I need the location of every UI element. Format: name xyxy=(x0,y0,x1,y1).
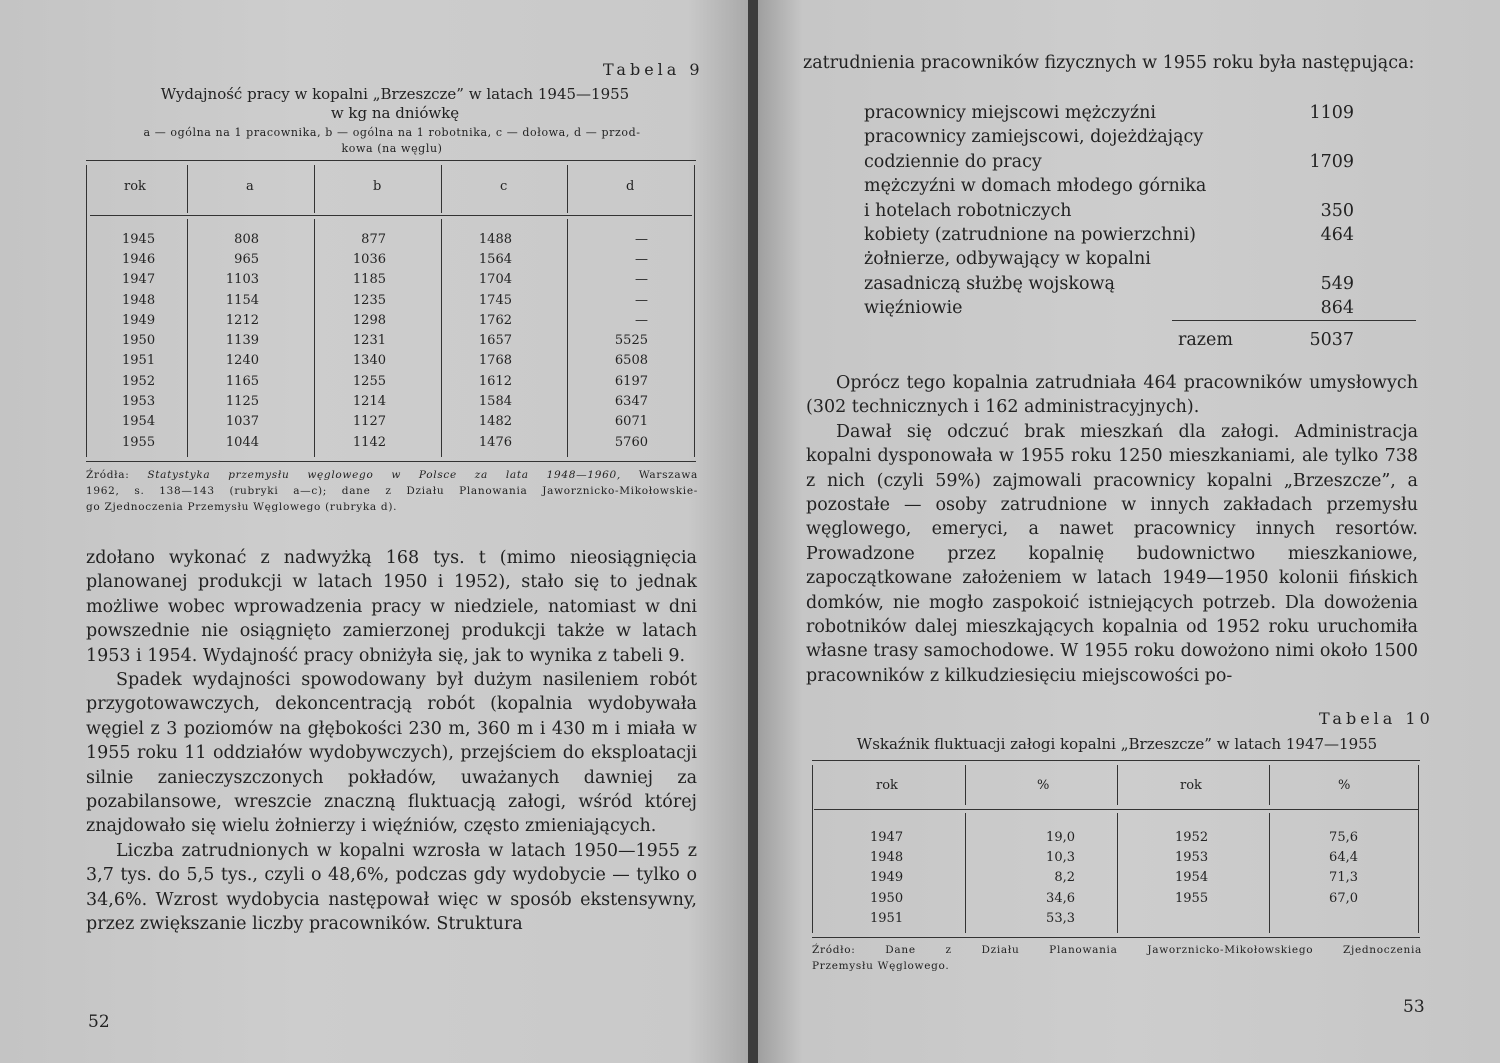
table9-cell: 1235 xyxy=(352,292,386,308)
table9-row xyxy=(86,371,696,391)
table10-cell xyxy=(1117,908,1269,928)
table10-row xyxy=(812,847,1420,867)
employment-item xyxy=(864,125,1354,174)
table9-cell: 1185 xyxy=(352,272,386,288)
table9-cell: 1953 xyxy=(122,394,156,410)
table9-cell: 6508 xyxy=(614,353,648,369)
table10-vline xyxy=(1117,765,1118,805)
table9-cell: 877 xyxy=(361,231,386,247)
table9-row xyxy=(86,290,696,310)
table9-source xyxy=(86,467,698,515)
employment-label: więźniowie xyxy=(864,298,963,319)
table10-label: Tabela 10 xyxy=(1319,709,1434,728)
table9-source-label: Źródła: xyxy=(86,469,130,481)
table10-source-line1: Dane z Działu Planowania Jaworznicko-Mikołowskiego Zjednoczenia xyxy=(885,944,1422,956)
table9-cell: 1950 xyxy=(122,333,156,349)
table9-cell: — xyxy=(635,272,648,288)
table9-cell: 1103 xyxy=(225,272,259,288)
table9-cell: 5525 xyxy=(614,333,648,349)
table9-cell: 1212 xyxy=(225,312,259,328)
employment-item xyxy=(864,101,1354,125)
employment-item xyxy=(864,223,1354,247)
table10-row xyxy=(812,908,1420,928)
table9-header-cell: b xyxy=(373,179,382,194)
table10-cell: 19,0 xyxy=(1046,829,1075,845)
employment-value: 1109 xyxy=(1309,103,1354,123)
table9-cell: 1037 xyxy=(225,414,259,430)
table10-cell: 1955 xyxy=(1175,890,1209,906)
table9-vline xyxy=(187,165,188,213)
table10-source-line2: Przemysłu Węglowego. xyxy=(812,960,950,972)
table9-header-cell: d xyxy=(626,179,635,194)
table9-cell: 1657 xyxy=(478,333,512,349)
employment-label: pracownicy miejscowi mężczyźni xyxy=(864,103,1157,123)
table9-cell: 1762 xyxy=(478,312,512,328)
table10 xyxy=(812,760,1420,938)
table9-header-rule xyxy=(90,215,692,216)
page-number: 52 xyxy=(88,1012,110,1032)
table9-cell: 1255 xyxy=(352,373,386,389)
table9-vline xyxy=(314,165,315,213)
table10-cell: 1950 xyxy=(870,890,904,906)
table9-cell: 1954 xyxy=(122,414,156,430)
table9-cell: 1214 xyxy=(352,394,386,410)
table9-label: Tabela 9 xyxy=(603,60,704,79)
table10-source-label: Źródło: xyxy=(812,944,856,956)
paragraph: Spadek wydajności spowodowany był dużym nasileniem robót przygotowawczych, dekoncentracją robót (kopalnia wydobywała węgiel z 3 poziomów na głębokości 230 m, 360 m i 430 m i miała w 1955 roku 11 oddziałów wydobywczych), przejściem do eksploatacji silnie zanieczyszczonych pokładów, uważanych dawniej za pozabilansowe, wreszcie znaczną fluktuacją załogi, wśród której znajdowało się wielu żołnierzy i więźniów, często zmieniających. xyxy=(86,670,697,837)
table9-cell: 1564 xyxy=(478,251,512,267)
table9-cell: 1946 xyxy=(122,251,156,267)
table9-row xyxy=(86,391,696,411)
table9-source-line2: 1962, s. 138—143 (rubryki a—c); dane z Działu Planowania Jaworznicko-Mikołowskie- xyxy=(86,485,698,497)
total-value: 5037 xyxy=(1309,330,1354,350)
table10-vline xyxy=(965,765,966,805)
employment-item xyxy=(864,247,1354,296)
table9-cell: 1945 xyxy=(122,231,156,247)
table9-title-line1: Wydajność pracy w kopalni „Brzeszcze” w latach 1945—1955 xyxy=(160,85,630,103)
table9-row xyxy=(86,270,696,290)
employment-label: żołnierze, odbywający w kopalni xyxy=(864,249,1151,270)
table9-cell: 1165 xyxy=(225,373,259,389)
table9-row xyxy=(86,432,696,452)
table9-cell: 6197 xyxy=(614,373,648,389)
table9-cell: 1125 xyxy=(225,394,259,410)
employment-value: 350 xyxy=(1320,200,1354,221)
table9-subtitle-line1: a — ogólna na 1 pracownika, b — ogólna na 1 robotnika, c — dołowa, d — przod- xyxy=(143,126,641,139)
employment-total xyxy=(1178,328,1354,352)
table9-cell: 1482 xyxy=(478,414,512,430)
left-page xyxy=(0,0,748,1063)
table9-cell: 1955 xyxy=(122,434,156,450)
paragraph: zdołano wykonać z nadwyżką 168 tys. t (mimo nieosiągnięcia planowanej produkcji w latach 1950 i 1952), stało się to jednak możliwe wobec wprowadzenia pracy w niedziele, natomiast w dni powszednie nie osiągnięto zamierzonej produkcji także w latach 1953 i 1954. Wydajność pracy obniżyła się, jak to wynika z tabeli 9. xyxy=(86,548,697,666)
table9-cell: 5760 xyxy=(614,434,648,450)
employment-label: kobiety (zatrudnione na powierzchni) xyxy=(864,225,1197,246)
table9-subtitle xyxy=(82,125,702,157)
employment-item xyxy=(864,296,1354,320)
table9-row xyxy=(86,249,696,269)
table10-header-cell: % xyxy=(1338,778,1351,793)
total-label: razem xyxy=(1178,330,1233,350)
table9-cell: 6347 xyxy=(614,394,648,410)
employment-value: 464 xyxy=(1320,225,1354,246)
paragraph: Oprócz tego kopalnia zatrudniała 464 pracowników umysłowych (302 technicznych i 162 administracyjnych). xyxy=(806,373,1418,418)
table9-cell: 1949 xyxy=(122,312,156,328)
table9-cell: 6071 xyxy=(614,414,648,430)
table9-source-title: Statystyka przemysłu węglowego w Polsce za lata 1948—1960, xyxy=(147,469,621,481)
employment-label: zasadniczą służbę wojskową xyxy=(864,273,1115,294)
table10-vline xyxy=(1269,765,1270,805)
table9-cell: — xyxy=(635,312,648,328)
table9-row xyxy=(86,229,696,249)
table9-cell: 1704 xyxy=(478,272,512,288)
paragraph: Dawał się odczuć brak mieszkań dla załogi. Administracja kopalni dysponowała w 1955 roku 1250 mieszkaniami, ale tylko 738 z nich (czyli 59%) zajmowali pracownicy kopalni „Brzeszcze”, a pozostałe — osoby zatrudnione w innych zakładach przemysłu węglowego, emeryci, a nawet pracownicy innych resortów. Prowadzone przez kopalnię budownictwo mieszkaniowe, zapoczątkowane założeniem w latach 1949—1950 kolonii fińskich domków, nie mogło zaspokoić istniejących potrzeb. Dla dowożenia robotników dalej mieszkających kopalnia od 1952 roku uruchomiła własne trasy samochodowe. W 1955 roku dowożono nimi około 1500 pracowników z kilkudziesięciu miejscowości po- xyxy=(806,421,1418,686)
right-page xyxy=(758,0,1500,1063)
table10-header-rule xyxy=(814,809,1418,810)
total-rule xyxy=(1172,320,1416,321)
right-body-text xyxy=(806,371,1418,688)
table9-cell: 1036 xyxy=(352,251,386,267)
employment-value: 1709 xyxy=(1309,151,1354,172)
table9-row xyxy=(86,330,696,350)
table10-cell: 64,4 xyxy=(1329,849,1358,865)
employment-label: pracownicy zamiejscowi, dojeżdżający xyxy=(864,127,1204,148)
table10-cell: 1951 xyxy=(870,910,904,926)
table9 xyxy=(86,160,696,462)
table10-cell: 34,6 xyxy=(1046,890,1075,906)
table9-cell: 1139 xyxy=(225,333,259,349)
table10-source xyxy=(812,942,1422,974)
table9-cell: 1952 xyxy=(122,373,156,389)
right-intro: zatrudnienia pracowników fizycznych w 1955 roku była następująca: xyxy=(803,53,1415,73)
table10-cell: 67,0 xyxy=(1329,890,1358,906)
table9-vline xyxy=(441,165,442,213)
table9-row xyxy=(86,351,696,371)
table10-cell: 75,6 xyxy=(1329,829,1358,845)
table9-source-place: Warszawa xyxy=(638,469,699,481)
table10-cell: 10,3 xyxy=(1046,849,1075,865)
book-gutter xyxy=(748,0,758,1063)
table9-title-line2: w kg na dniówkę xyxy=(330,104,460,122)
table9-cell: 1584 xyxy=(478,394,512,410)
table9-cell: 1612 xyxy=(478,373,512,389)
table9-cell: 1044 xyxy=(225,434,259,450)
table9-cell: 1947 xyxy=(122,272,156,288)
table10-cell: 1954 xyxy=(1175,870,1209,886)
table9-cell: 1298 xyxy=(352,312,386,328)
table9-cell: 965 xyxy=(234,251,259,267)
table10-row xyxy=(812,827,1420,847)
table10-cell: 8,2 xyxy=(1054,870,1075,886)
table9-cell: 1951 xyxy=(122,353,156,369)
table9-vline xyxy=(567,165,568,213)
table9-cell: 1340 xyxy=(352,353,386,369)
table9-cell: — xyxy=(635,292,648,308)
table9-cell: 1142 xyxy=(352,434,386,450)
employment-label: i hotelach robotniczych xyxy=(864,200,1072,221)
table10-cell: 1952 xyxy=(1175,829,1209,845)
left-body-text xyxy=(86,546,697,937)
table9-row xyxy=(86,412,696,432)
table10-cell: 71,3 xyxy=(1329,870,1358,886)
table9-header-cell: rok xyxy=(124,179,146,194)
table10-title: Wskaźnik fluktuacji załogi kopalni „Brzeszcze” w latach 1947—1955 xyxy=(856,735,1378,753)
table9-cell: 1768 xyxy=(478,353,512,369)
employment-label: codziennie do pracy xyxy=(864,151,1042,172)
page-number: 53 xyxy=(1403,997,1425,1017)
table9-row xyxy=(86,310,696,330)
employment-item xyxy=(864,174,1354,223)
table10-header-cell: rok xyxy=(876,778,898,793)
table9-cell: 1488 xyxy=(478,231,512,247)
table9-header-cell: a xyxy=(246,179,254,194)
table9-source-line3: go Zjednoczenia Przemysłu Węglowego (rubryka d). xyxy=(86,501,398,513)
table9-cell: 1948 xyxy=(122,292,156,308)
table9-cell: 808 xyxy=(234,231,259,247)
table9-cell: 1476 xyxy=(478,434,512,450)
paragraph: Liczba zatrudnionych w kopalni wzrosła w latach 1950—1955 z 3,7 tys. do 5,5 tys., czyli o 48,6%, podczas gdy wydobycie — tylko o 34,6%. Wzrost wydobycia następował więc w sposób ekstensywny, przez zwiększanie liczby pracowników. Struktura xyxy=(86,840,697,935)
employment-list xyxy=(864,101,1354,321)
table10-cell: 1949 xyxy=(870,870,904,886)
table9-cell: 1240 xyxy=(225,353,259,369)
table10-cell: 1947 xyxy=(870,829,904,845)
table9-cell: — xyxy=(635,231,648,247)
table9-cell: 1127 xyxy=(352,414,386,430)
table9-subtitle-line2: kowa (na węglu) xyxy=(341,142,443,155)
employment-value: 864 xyxy=(1320,298,1354,319)
table10-body xyxy=(812,827,1420,928)
table10-row xyxy=(812,888,1420,908)
table9-cell: 1154 xyxy=(225,292,259,308)
employment-label: mężczyźni w domach młodego górnika xyxy=(864,176,1207,197)
table9-header-cell: c xyxy=(500,179,508,194)
table10-cell: 1948 xyxy=(870,849,904,865)
table9-cell: 1745 xyxy=(478,292,512,308)
table10-header-cell: rok xyxy=(1180,778,1202,793)
table9-cell: 1231 xyxy=(352,333,386,349)
table10-cell xyxy=(1269,908,1420,928)
table9-body xyxy=(86,229,696,452)
table10-cell: 1953 xyxy=(1175,849,1209,865)
table10-row xyxy=(812,868,1420,888)
table9-title xyxy=(85,85,705,123)
table9-cell: — xyxy=(635,251,648,267)
employment-value: 549 xyxy=(1320,273,1354,294)
table10-header-cell: % xyxy=(1037,778,1050,793)
table10-cell: 53,3 xyxy=(1046,910,1075,926)
